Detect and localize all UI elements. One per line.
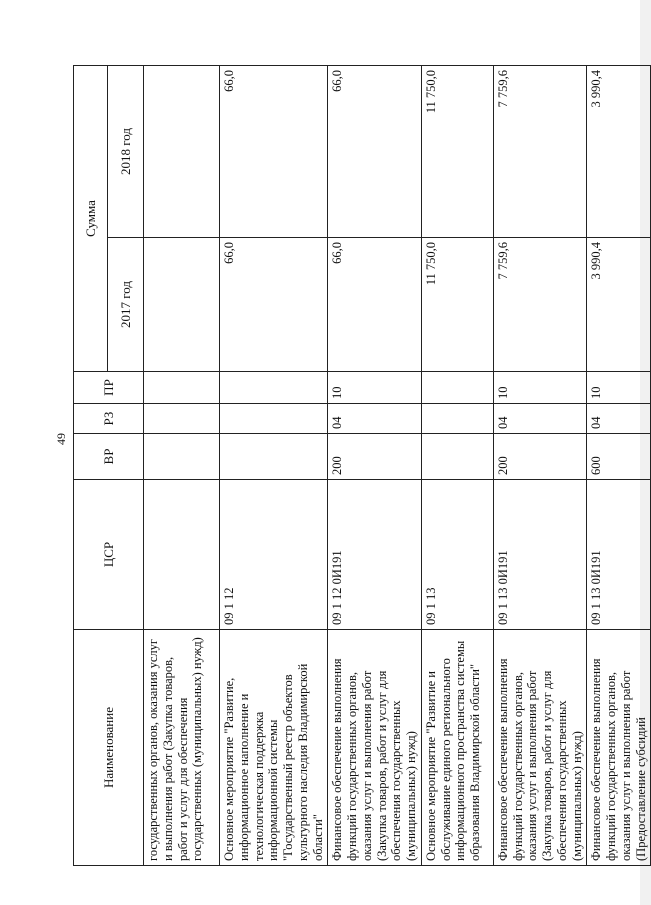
row-csr xyxy=(144,480,220,630)
row-vr xyxy=(220,434,328,480)
header-csr: ЦСР xyxy=(74,480,144,630)
header-rz: РЗ xyxy=(74,404,144,434)
row-2017: 11 750,0 xyxy=(421,238,493,372)
row-2017: 66,0 xyxy=(220,238,328,372)
row-2018: 11 750,0 xyxy=(421,66,493,238)
table-row xyxy=(328,66,422,866)
row-rz xyxy=(144,404,220,434)
row-csr: 09 1 12 xyxy=(220,480,328,630)
row-vr: 600 xyxy=(587,434,651,480)
page-number: 49 xyxy=(54,433,68,445)
row-2017: 7 759,6 xyxy=(493,238,587,372)
row-rz xyxy=(421,404,493,434)
row-pr: 10 xyxy=(328,372,422,404)
row-vr: 200 xyxy=(328,434,422,480)
row-csr: 09 1 12 0И191 xyxy=(328,480,422,630)
row-csr: 09 1 13 xyxy=(421,480,493,630)
row-2017: 66,0 xyxy=(328,238,422,372)
row-name: Финансовое обеспечение выполнения функций государственных органов, оказания услуг и выполнения работ (Предоставление субсидий xyxy=(587,630,651,866)
row-pr xyxy=(144,372,220,404)
header-name: Наименование xyxy=(74,630,144,866)
row-2018 xyxy=(144,66,220,238)
budget-table xyxy=(73,65,651,866)
header-2018: 2018 год xyxy=(108,66,144,238)
row-name: Основное мероприятие "Развитие, информационное наполнение и технологическая поддержка информационной системы "Государственный реестр объектов культурного наследия Владимирской области" xyxy=(220,630,328,866)
row-csr: 09 1 13 0И191 xyxy=(493,480,587,630)
row-rz: 04 xyxy=(587,404,651,434)
header-pr: ПР xyxy=(74,372,144,404)
row-name: Финансовое обеспечение выполнения функций государственных органов, оказания услуг и выполнения работ (Закупка товаров, работ и услуг для обеспечения государственных (муниципальных) нужд) xyxy=(493,630,587,866)
row-2018: 66,0 xyxy=(220,66,328,238)
header-sum: Сумма xyxy=(74,66,108,372)
row-vr xyxy=(144,434,220,480)
row-rz: 04 xyxy=(328,404,422,434)
row-pr xyxy=(421,372,493,404)
header-vr: ВР xyxy=(74,434,144,480)
row-2017: 3 990,4 xyxy=(587,238,651,372)
table-row xyxy=(421,66,493,866)
table-row xyxy=(220,66,328,866)
row-pr: 10 xyxy=(587,372,651,404)
row-pr xyxy=(220,372,328,404)
row-2017 xyxy=(144,238,220,372)
row-rz xyxy=(220,404,328,434)
table-row xyxy=(144,66,220,866)
table-row xyxy=(493,66,587,866)
row-name: государственных органов, оказания услуг и выполнения работ (Закупка товаров, работ и услуг для обеспечения государственных (муниципальных) нужд) xyxy=(144,630,220,866)
budget-table-wrapper xyxy=(73,66,648,866)
row-2018: 7 759,6 xyxy=(493,66,587,238)
header-2017: 2017 год xyxy=(108,238,144,372)
row-csr: 09 1 13 0И191 xyxy=(587,480,651,630)
row-2018: 3 990,4 xyxy=(587,66,651,238)
row-vr: 200 xyxy=(493,434,587,480)
row-vr xyxy=(421,434,493,480)
row-rz: 04 xyxy=(493,404,587,434)
row-2018: 66,0 xyxy=(328,66,422,238)
table-row xyxy=(587,66,651,866)
row-name: Основное мероприятие "Развитие и обслуживание единого регионального информационного пространства системы образования Владимирской области" xyxy=(421,630,493,866)
row-pr: 10 xyxy=(493,372,587,404)
row-name: Финансовое обеспечение выполнения функций государственных органов, оказания услуг и выполнения работ (Закупка товаров, работ и услуг для обеспечения государственных (муниципальных) нужд) xyxy=(328,630,422,866)
